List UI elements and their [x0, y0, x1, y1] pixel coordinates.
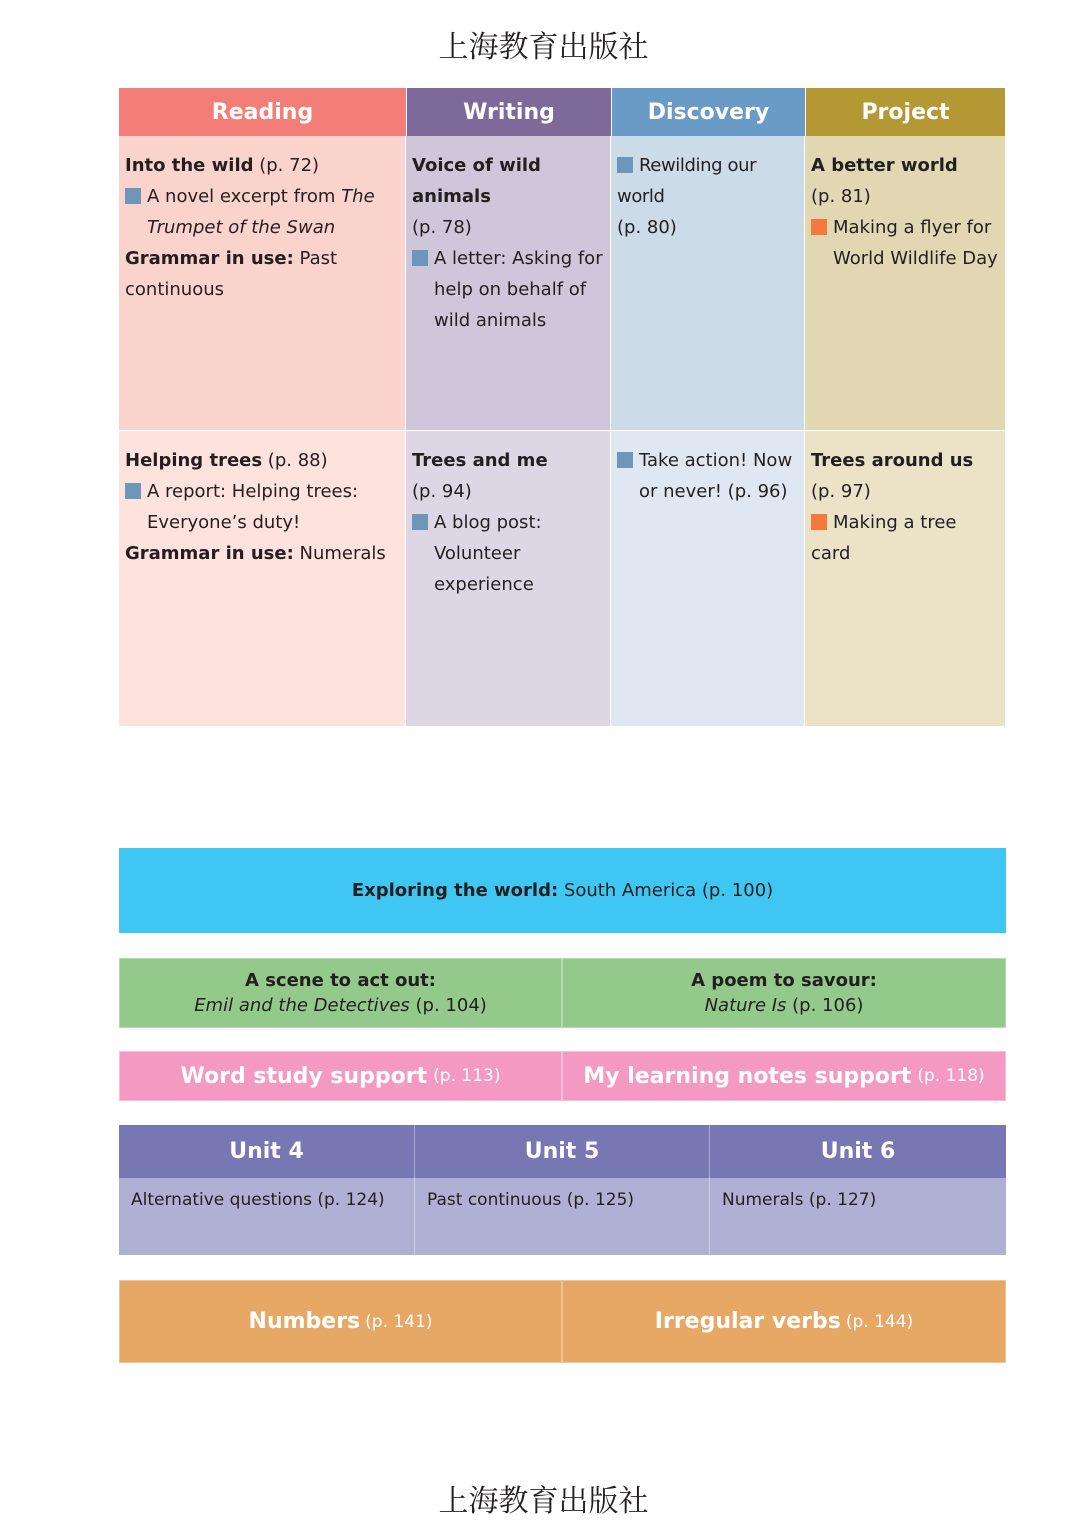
poem-label: A poem to savour:	[691, 970, 877, 991]
lesson-title: Into the wild	[125, 155, 254, 176]
item-text: A blog post:	[434, 512, 542, 533]
page-ref: (p. 106)	[786, 995, 864, 1016]
publisher-footer: 上海教育出版社	[438, 1484, 649, 1519]
item-text: experience	[434, 574, 534, 595]
item-text: A report: Helping trees:	[147, 481, 359, 502]
scene-title: Emil and the Detectives	[194, 995, 410, 1016]
item-italic: The	[341, 186, 375, 207]
header-discovery: Discovery	[611, 88, 805, 136]
item-text: Making a tree card	[811, 512, 957, 564]
scene-box	[119, 958, 562, 1028]
explore-label: Exploring the world:	[351, 880, 559, 901]
cell-writing-1	[406, 136, 611, 431]
page-ref: (p. 118)	[917, 1066, 985, 1086]
item-text: help on behalf of	[434, 279, 587, 300]
exploring-world-box	[119, 848, 1006, 933]
cell-project-1	[805, 136, 1005, 431]
square-bullet-icon	[412, 514, 428, 530]
square-bullet-icon	[617, 157, 633, 173]
unit-5-header: Unit 5	[415, 1125, 710, 1178]
unit-5-grammar: Past continuous (p. 125)	[415, 1178, 710, 1255]
lesson-title: A better world	[811, 155, 958, 176]
unit-6-header: Unit 6	[710, 1125, 1006, 1178]
unit-4-header: Unit 4	[119, 1125, 415, 1178]
page-ref: (p. 80)	[617, 217, 677, 238]
grammar-text: continuous	[125, 279, 224, 300]
cell-writing-2	[406, 431, 611, 726]
lesson-title: Helping trees	[125, 450, 263, 471]
item-text: wild animals	[434, 310, 547, 331]
page-ref: (p. 78)	[412, 217, 472, 238]
cell-reading-1	[119, 136, 406, 431]
header-reading: Reading	[119, 88, 406, 136]
square-bullet-icon	[617, 452, 633, 468]
unit-6-grammar: Numerals (p. 127)	[710, 1178, 1006, 1255]
verbs-label: Irregular verbs	[654, 1309, 841, 1334]
item-text: Take action! Now	[639, 450, 793, 471]
numbers-box	[119, 1280, 562, 1363]
grammar-text: Past	[293, 248, 338, 269]
square-bullet-icon	[412, 250, 428, 266]
cell-discovery-2	[611, 431, 805, 726]
item-text: A letter: Asking for	[434, 248, 603, 269]
header-writing: Writing	[406, 88, 611, 136]
item-text: Making a flyer for	[833, 217, 992, 238]
support-label: My learning notes support	[583, 1063, 912, 1089]
lesson-title: Trees and me	[412, 450, 548, 471]
page-ref: (p. 97)	[811, 481, 871, 502]
page-ref: (p. 113)	[433, 1066, 501, 1086]
poem-box	[562, 958, 1006, 1028]
header-project: Project	[805, 88, 1005, 136]
learning-notes-support	[562, 1051, 1006, 1101]
item-text: A novel excerpt from	[147, 186, 342, 207]
page-ref: (p. 144)	[845, 1311, 914, 1332]
item-text: World Wildlife Day	[833, 248, 998, 269]
page-ref: (p. 94)	[412, 481, 472, 502]
grammar-label: Grammar in use:	[125, 543, 294, 564]
page-ref: (p. 72)	[253, 155, 320, 176]
lesson-title: Trees around us	[811, 450, 974, 471]
square-bullet-icon	[125, 188, 141, 204]
cell-discovery-1	[611, 136, 805, 431]
item-text: or never! (p. 96)	[639, 481, 788, 502]
square-bullet-icon	[125, 483, 141, 499]
grammar-label: Grammar in use:	[125, 248, 294, 269]
poem-title: Nature Is	[704, 995, 787, 1016]
lesson-title: Voice of wild animals	[412, 155, 541, 207]
item-text: Volunteer	[434, 543, 521, 564]
grammar-text: Numerals	[293, 543, 386, 564]
support-label: Word study support	[180, 1063, 428, 1089]
scene-label: A scene to act out:	[245, 970, 436, 991]
page-ref: (p. 88)	[262, 450, 328, 471]
page-ref: (p. 104)	[409, 995, 487, 1016]
unit-grid	[119, 88, 1005, 726]
page-ref: (p. 141)	[365, 1311, 433, 1332]
publisher-header: 上海教育出版社	[438, 30, 649, 65]
numbers-label: Numbers	[248, 1309, 361, 1334]
page-ref: (p. 81)	[811, 186, 871, 207]
square-bullet-icon	[811, 219, 827, 235]
cell-reading-2	[119, 431, 406, 726]
item-text: Everyone’s duty!	[147, 512, 301, 533]
irregular-verbs-box	[562, 1280, 1006, 1363]
cell-project-2	[805, 431, 1005, 726]
item-text: Rewilding our world	[617, 155, 757, 207]
explore-text: South America (p. 100)	[558, 880, 774, 901]
square-bullet-icon	[811, 514, 827, 530]
unit-4-grammar: Alternative questions (p. 124)	[119, 1178, 415, 1255]
item-italic: Trumpet of the Swan	[147, 217, 336, 238]
word-study-support	[119, 1051, 562, 1101]
